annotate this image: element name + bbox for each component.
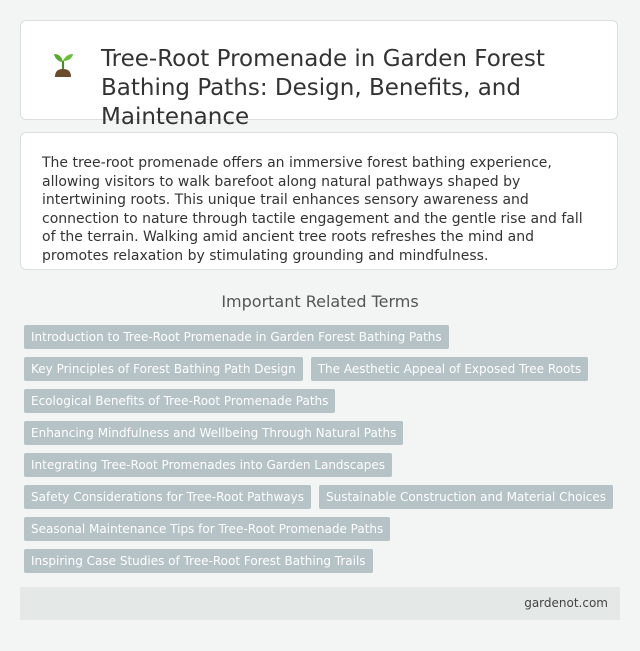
related-term-tag[interactable]: Introduction to Tree-Root Promenade in Garden Forest Bathing Paths — [24, 325, 449, 349]
related-terms-list — [24, 325, 624, 573]
tag-row — [24, 485, 624, 509]
footer — [20, 587, 620, 620]
header — [47, 45, 597, 132]
related-term-tag[interactable]: Ecological Benefits of Tree-Root Promenade Paths — [24, 389, 335, 413]
related-term-tag[interactable]: Seasonal Maintenance Tips for Tree-Root Promenade Paths — [24, 517, 390, 541]
related-term-tag[interactable]: Safety Considerations for Tree-Root Pathways — [24, 485, 311, 509]
related-term-tag[interactable]: Key Principles of Forest Bathing Path Design — [24, 357, 303, 381]
intro-card — [20, 132, 618, 270]
tag-row — [24, 325, 624, 349]
tag-row — [24, 549, 624, 573]
tag-row — [24, 357, 624, 381]
site-link[interactable]: gardenot.com — [524, 596, 608, 610]
related-term-tag[interactable]: Integrating Tree-Root Promenades into Garden Landscapes — [24, 453, 392, 477]
tag-row — [24, 421, 624, 445]
sprout-icon — [47, 47, 79, 79]
tag-row — [24, 517, 624, 541]
tag-row — [24, 453, 624, 477]
header-card — [20, 20, 618, 130]
related-term-tag[interactable]: Enhancing Mindfulness and Wellbeing Through Natural Paths — [24, 421, 403, 445]
related-term-tag[interactable]: Sustainable Construction and Material Choices — [319, 485, 613, 509]
related-terms-heading: Important Related Terms — [221, 292, 419, 311]
page-title: Tree-Root Promenade in Garden Forest Bathing Paths: Design, Benefits, and Maintenance — [101, 46, 545, 130]
tag-row — [24, 389, 624, 413]
related-term-tag[interactable]: The Aesthetic Appeal of Exposed Tree Roots — [311, 357, 589, 381]
intro-text: The tree-root promenade offers an immersive forest bathing experience, allowing visitors to walk barefoot along natural pathways shaped by intertwining roots. This unique trail enhances sensory awareness and connection to nature through tactile engagement and the gentle rise and fall of the terrain. Walking amid ancient tree roots refreshes the mind and promotes relaxation by stimulating grounding and mindfulness. — [42, 155, 583, 264]
related-term-tag[interactable]: Inspiring Case Studies of Tree-Root Forest Bathing Trails — [24, 549, 373, 573]
